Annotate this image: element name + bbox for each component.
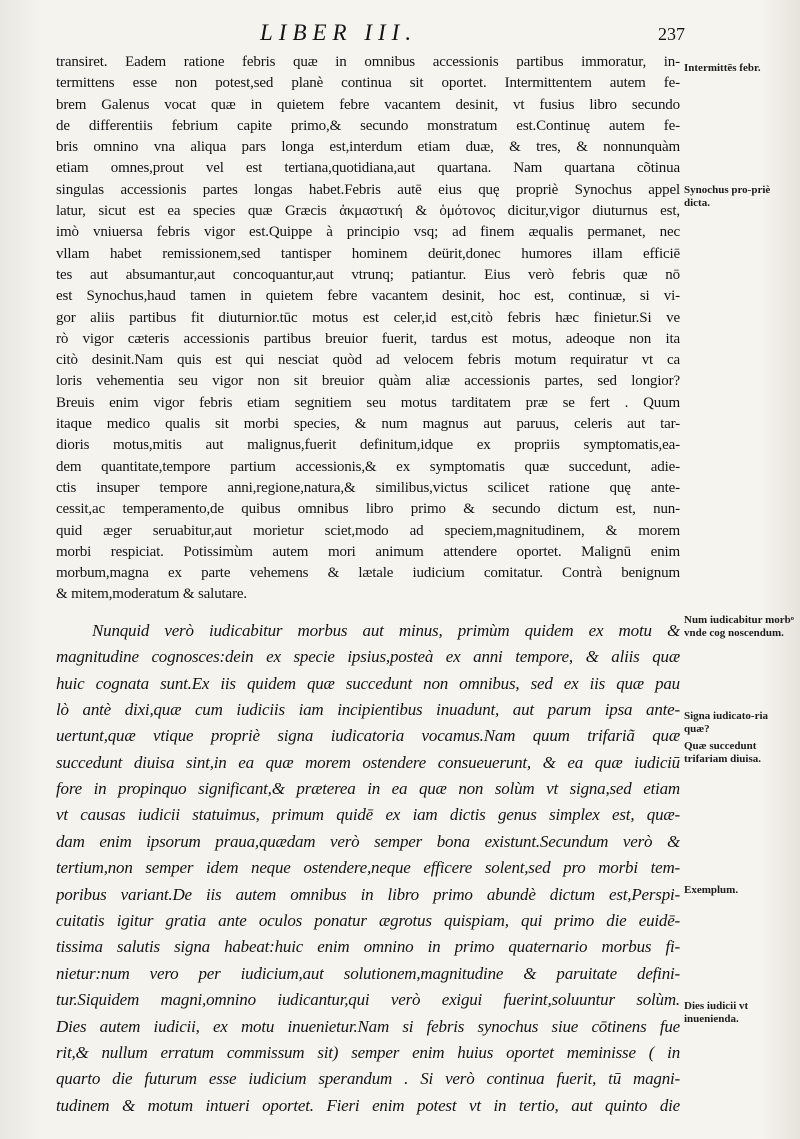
paragraph-roman (56, 52, 680, 606)
text-line: quid æger seruabitur,aut morietur sciet,modo ad speciem,magnitudinem, & morem (56, 522, 680, 539)
margin-note: Dies iudicii vt inuenienda. (684, 1000, 749, 1025)
text-line: citò desinit.Nam quis est qui nesciat quòd ad velocem febris motum requiratur vt ca (56, 352, 680, 369)
text-line: uertunt,quæ vtique propriè signa iudicatoria vocamus.Nam quum trifariã quæ (56, 726, 680, 746)
text-line: succedunt diuisa sint,in ea quæ morem ostendere consueuerunt, & ea quæ iudiciū (56, 752, 680, 772)
text-line: tes aut absumantur,aut concoquantur,aut vtrunq; patiantur. Eius verò febris quæ nō (56, 266, 680, 283)
text-line: imò vniuersa febris vigor est.Quippe à principio vsq; ad finem æqualis permanet, nec (56, 224, 680, 241)
paragraph-italic (56, 618, 680, 1119)
page-number: 237 (658, 24, 685, 44)
text-line: singulas accessionis partes longas habet.Febris autē eius quę propriè Synochus appel (56, 181, 680, 198)
running-title: LIBER III. (260, 20, 418, 45)
main-text (56, 52, 680, 1119)
text-line: cessit,ac temperamento,de quibus omnibus libro primo & secundo dictum est, nun- (56, 501, 680, 518)
text-line: huic cognata sunt.Ex iis quidem quæ succedunt non omnibus, sed ex iis quæ pau (56, 673, 680, 693)
text-line: termittens esse non potest,sed planè continua sit oportet. Intermittentem autem fe- (56, 75, 680, 92)
margin-note: Quæ succedunt trifariam diuisa. (684, 740, 761, 765)
margin-note: Exemplum. (684, 884, 739, 896)
text-line: bris omnino vna aliqua pars longa est,interdum etiam duæ, & tres, & nonnunquàm (56, 139, 680, 156)
text-line: dam enim ipsorum praua,quædam verò semper bona existunt.Secundum verò & (56, 831, 680, 851)
text-line: itaque medico qualis sit morbi species, & num magnus aut paruus, celeris aut tar- (56, 416, 680, 433)
text-line: tertium,non semper idem neque ostendere,neque efficere solent,sed pro morbi tem- (56, 858, 680, 878)
text-line: transiret. Eadem ratione febris quæ in omnibus accessionis partibus immoratur, in- (56, 54, 680, 70)
text-line: de differentiis febrium capite primo,& secundo monstratum est.Continuę autem fe- (56, 117, 680, 134)
page-header (60, 14, 685, 48)
text-line: loris vehementia seu vigor non sit breuior quàm aliæ accessionis partes, sed longior? (56, 373, 680, 390)
text-line: magnitudine cognosces:dein ex specie ipsius,posteà ex anni tempore, & aliis quæ (56, 647, 680, 667)
text-line: tissima salutis signa habeat:huic enim omnino in primo quaternario morbus fi- (56, 937, 680, 957)
margin-note: Intermittēs febr. (684, 62, 761, 74)
text-line: tudinem & motum intueri oportet. Fieri enim potest vt in tertio, aut quinto die (56, 1095, 680, 1115)
text-line: vllam habet remissionem,sed tantisper hominem deürit,donec humores illam efficiē (56, 245, 680, 262)
text-line: morbum,magna ex parte vehemens & lætale iudicium comitatur. Contrà benignum (56, 565, 680, 582)
text-line: Breuis enim vigor febris etiam segnitiem seu motus tarditatem præ se fert . Quum (56, 394, 680, 411)
text-line: ctis insuper tempore anni,regione,natura,& similibus,victus scilicet ratione quę ante- (56, 479, 680, 496)
text-line: gor aliis partibus fit diuturnior.tūc motus est celer,id est,citò febris hæc finietur.Si ve (56, 309, 680, 326)
text-line: vt causas iudicii statuimus, primum quidē ex iam dictis genus simplex est, quæ- (56, 805, 680, 825)
text-line: Nunquid verò iudicabitur morbus aut minus, primùm quidem ex motu & (92, 620, 680, 640)
text-line: rò vigor cæteris accessionis partibus breuior fuerit, tardus est motus, adeoque non ita (56, 330, 680, 347)
text-line: morbi respiciat. Potissimùm autem mori animum attendere oportet. Malignū enim (56, 543, 680, 560)
margin-note: Synochus pro-priè dicta. (684, 184, 771, 209)
margin-note: Num iudicabitur morbᵒ vnde cog noscendum. (684, 614, 794, 639)
text-line: brem Galenus vocat quæ in quietem febre vacantem desinit, vt fusius libro secundo (56, 96, 680, 113)
text-line: lò antè dixi,quæ cum iudiciis iam incipientibus inuadunt, aut parum ipsa ante- (56, 699, 680, 719)
text-line: nietur:num vero per iudicium,aut solutionem,magnitudine & paruitate defini- (56, 963, 680, 983)
text-line: quarto die futurum esse iudicium sperandum . Si verò continua fuerit, tū magni- (56, 1069, 680, 1089)
text-line: & mitem,moderatum & salutare. (56, 586, 248, 603)
text-line: fore in propinquo significant,& præterea in ea quæ non solùm vt signa,sed etiam (56, 779, 680, 799)
text-line: dem quantitate,tempore partium accessionis,& ex symptomatis quæ succedunt, adie- (56, 458, 680, 475)
text-line: est Synochus,haud tamen in quietem febre vacantem desinit, hoc est, continuæ, si vi- (56, 288, 680, 305)
text-line: tur.Siquidem magni,omnino iudicantur,qui verò exigui fuerint,soluuntur solùm. (56, 990, 680, 1010)
text-line: rit,& nullum erratum commissum sit) semper enim huius oportet meminisse ( in (56, 1042, 680, 1062)
margin-note: Signa iudicato-ria quæ? (684, 710, 769, 735)
text-line: cuitatis igitur gratia ante oculos ponatur ægrotus quispiam, qui primo die euidē- (56, 911, 680, 931)
text-line: dioris motus,mitis aut malignus,fuerit definitum,idque ex propriis symptomatis,ea- (56, 437, 680, 454)
text-line: Dies autem iudicii, ex motu inuenietur.Nam si febris synochus siue cōtinens fue (56, 1016, 680, 1036)
text-line: etiam omnes,prout vel est tertiana,quotidiana,aut quartana. Nam quartana cõtinua (56, 160, 680, 177)
text-line: poribus variant.De iis autem omnibus in libro primo abundè dictum est,Perspi- (56, 884, 680, 904)
text-line: latur, sicut est ea species quæ Græcis ἀκμαστική & ὁμότονος dicitur,vigor diuturnus est, (56, 203, 680, 220)
